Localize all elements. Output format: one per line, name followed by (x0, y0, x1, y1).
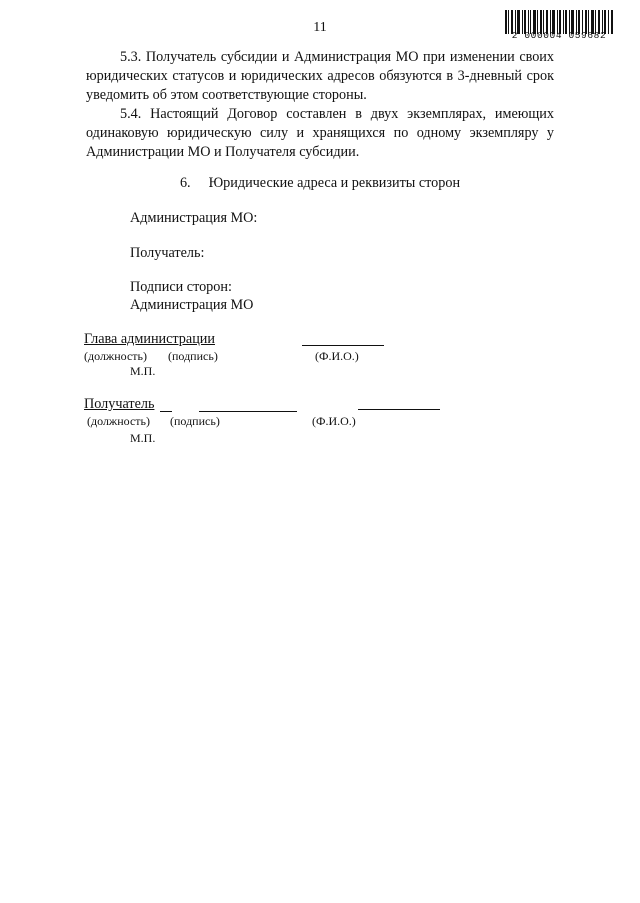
recipient-caption-position: (должность) (87, 414, 150, 428)
signatures-party: Администрация МО (130, 297, 254, 313)
admin-seal: М.П. (130, 364, 156, 378)
recipient-seal: М.П. (130, 431, 156, 445)
section-number: 6. (179, 175, 191, 191)
recipient-position: Получатель (84, 396, 155, 412)
section-title: Юридические адреса и реквизиты сторон (208, 175, 461, 191)
recipient-label: Получатель: (130, 245, 205, 261)
recipient-caption-name: (Ф.И.О.) (312, 414, 356, 428)
admin-caption-position: (должность) (84, 349, 147, 363)
recipient-position-line (160, 411, 172, 412)
admin-caption-signature: (подпись) (168, 349, 218, 363)
page-number: 11 (313, 20, 327, 35)
admin-label: Администрация МО: (130, 210, 258, 226)
admin-caption-name: (Ф.И.О.) (315, 349, 359, 363)
admin-name-line (302, 345, 384, 346)
clause-5-3: 5.3. Получатель субсидии и Администрация МО при изменении своих юридических статусов и юридических адресов обязуются в 3-дневный срок уведомить об этом соответствующие стороны. (86, 49, 554, 103)
recipient-signature-line (199, 411, 297, 412)
clause-5-4: 5.4. Настоящий Договор составлен в двух экземплярах, имеющих одинаковую юридическую силу и хранящихся по одному экземпляру у Администрации МО и Получателя субсидии. (86, 106, 554, 160)
admin-position: Глава администрации (84, 331, 215, 347)
recipient-caption-signature: (подпись) (170, 414, 220, 428)
section-heading (0, 175, 640, 192)
barcode-number: 2 000004 059682 (511, 30, 607, 41)
recipient-name-line (358, 409, 440, 410)
signatures-label: Подписи сторон: (130, 279, 232, 295)
